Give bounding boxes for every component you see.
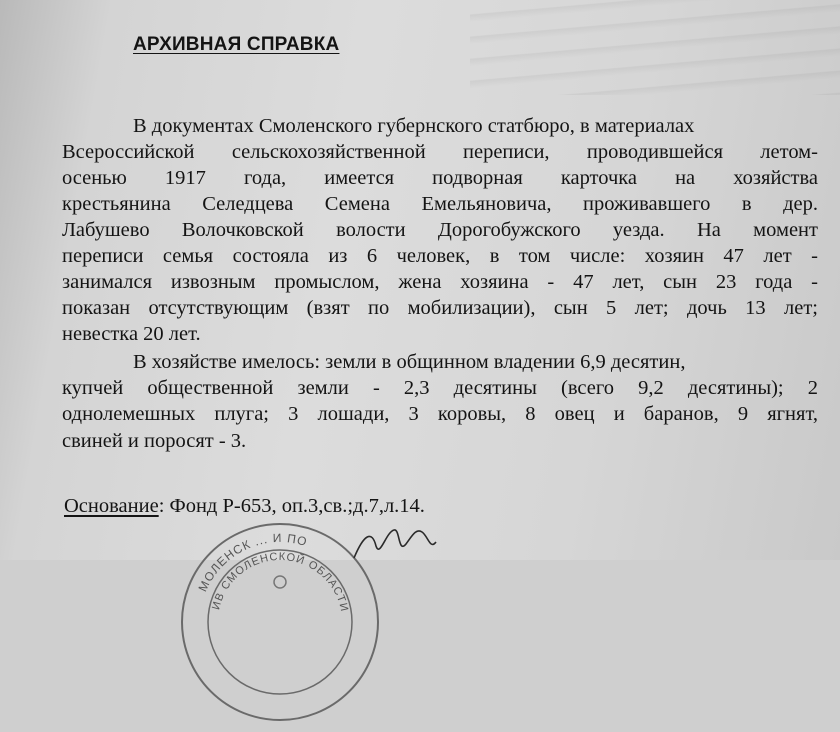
document-title: АРХИВНАЯ СПРАВКА <box>133 34 340 55</box>
basis-label: Основание <box>64 495 159 517</box>
paragraph-1-line-7: занимался извозным промыслом, жена хозяина - 47 лет, сын 23 года - <box>62 271 818 293</box>
paragraph-2-line-1: В хозяйстве имелось: земли в общинном владении 6,9 десятин, <box>133 351 686 373</box>
paragraph-1-line-6: переписи семья состояла из 6 человек, в том числе: хозяин 47 лет - <box>62 245 818 267</box>
paragraph-2-line-4: свиней и поросят - 3. <box>62 430 247 452</box>
paragraph-1-line-2: Всероссийской сельскохозяйственной переписи, проводившейся летом- <box>62 141 818 163</box>
paragraph-1-line-9: невестка 20 лет. <box>62 323 201 345</box>
stamp-inner-text: ИВ СМОЛЕНСКОЙ ОБЛАСТИ <box>210 550 351 614</box>
paragraph-1-line-5: Лабушево Волочковской волости Дорогобужского уезда. На момент <box>62 219 818 241</box>
paragraph-2-line-3: однолемешных плуга; 3 лошади, 3 коровы, 8 овец и баранов, 9 ягнят, <box>62 403 818 425</box>
paragraph-1-line-4: крестьянина Селедцева Семена Емельяновича, проживавшего в дер. <box>62 193 818 215</box>
paragraph-1-line-3: осенью 1917 года, имеется подворная карточка на хозяйства <box>62 167 818 189</box>
reverse-side-bleed-through <box>470 0 840 95</box>
basis-reference: : Фонд Р-653, оп.3,св.;д.7,л.14. <box>158 495 425 517</box>
signature <box>350 524 440 560</box>
paragraph-2-line-2: купчей общественной земли - 2,3 десятины (всего 9,2 десятины); 2 <box>62 377 818 399</box>
stamp-outer-text: МОЛЕНСК ... И ПО <box>195 530 310 594</box>
paragraph-1-line-1: В документах Смоленского губернского статбюро, в материалах <box>133 115 695 137</box>
paragraph-1-line-8: показан отсутствующим (взят по мобилизации), сын 5 лет; дочь 13 лет; <box>62 297 818 319</box>
